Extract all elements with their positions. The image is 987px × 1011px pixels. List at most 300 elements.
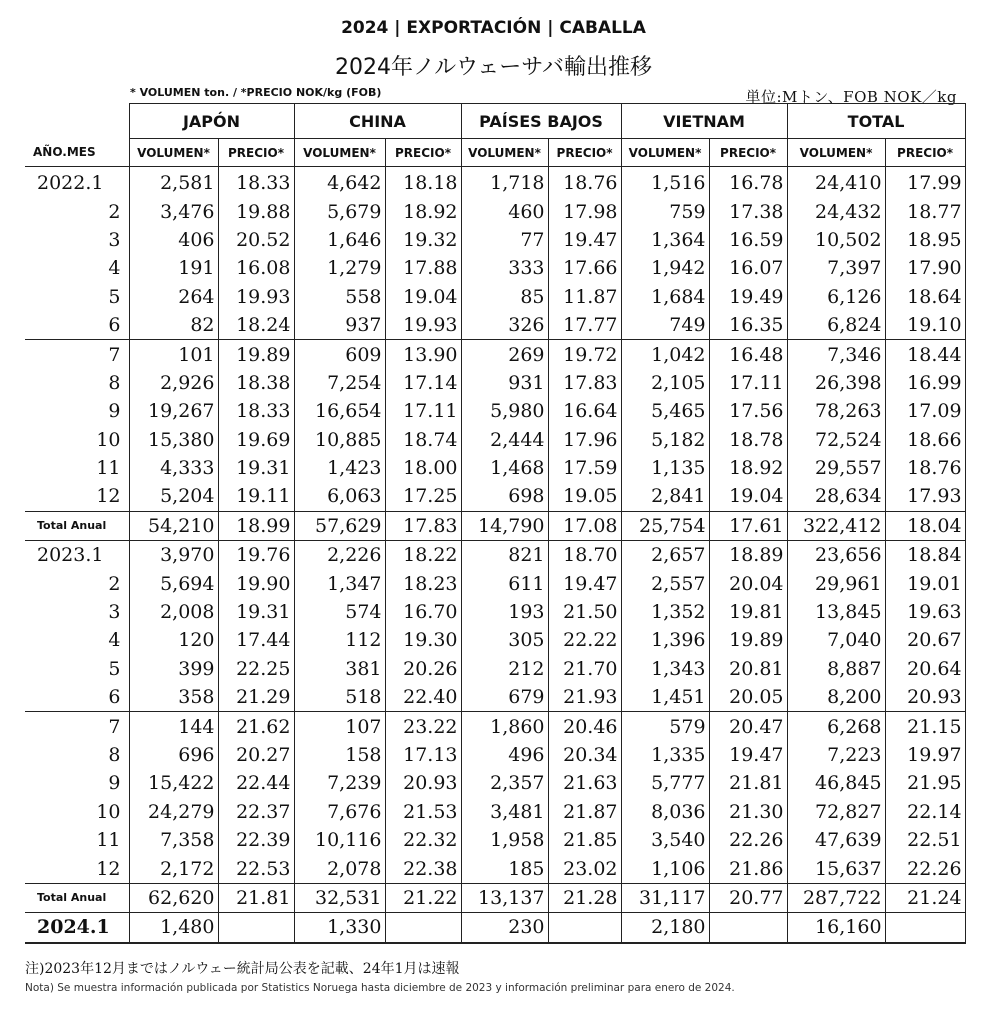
price-cell: 17.25: [385, 482, 461, 511]
table-row: [25, 254, 965, 282]
volume-header: VOLUMEN*: [787, 139, 885, 167]
price-cell: 19.89: [709, 626, 787, 654]
volume-cell: 5,204: [129, 482, 218, 511]
price-cell: 17.13: [385, 741, 461, 769]
table-row: [25, 482, 965, 511]
volume-cell: 7,676: [294, 798, 385, 826]
price-cell: 19.30: [385, 626, 461, 654]
row-label: 9: [25, 769, 129, 797]
price-cell: 18.95: [885, 226, 965, 254]
volume-cell: 6,126: [787, 283, 885, 311]
price-cell: 21.93: [548, 683, 621, 712]
volume-cell: 2,180: [621, 913, 709, 943]
price-cell: 21.85: [548, 826, 621, 854]
price-cell: 18.92: [385, 197, 461, 225]
price-cell: 19.01: [885, 569, 965, 597]
volume-cell: 7,239: [294, 769, 385, 797]
price-cell: 21.22: [385, 883, 461, 912]
volume-cell: 574: [294, 598, 385, 626]
table-row: [25, 226, 965, 254]
price-cell: 17.59: [548, 454, 621, 482]
volume-cell: 1,042: [621, 340, 709, 369]
volume-cell: 399: [129, 655, 218, 683]
volume-cell: 24,432: [787, 197, 885, 225]
volume-cell: 7,346: [787, 340, 885, 369]
volume-cell: 2,226: [294, 541, 385, 570]
volume-cell: 193: [461, 598, 548, 626]
period-column-header: AÑO.MES: [25, 139, 129, 167]
price-cell: 17.11: [385, 397, 461, 425]
volume-cell: 333: [461, 254, 548, 282]
volume-cell: 3,476: [129, 197, 218, 225]
row-label: 7: [25, 712, 129, 741]
price-cell: 17.09: [885, 397, 965, 425]
row-label: 12: [25, 482, 129, 511]
price-cell: 17.93: [885, 482, 965, 511]
price-cell: 20.93: [885, 683, 965, 712]
price-header: PRECIO*: [709, 139, 787, 167]
price-cell: 16.64: [548, 397, 621, 425]
price-cell: 19.32: [385, 226, 461, 254]
price-cell: 21.50: [548, 598, 621, 626]
price-cell: 22.14: [885, 798, 965, 826]
volume-cell: 1,468: [461, 454, 548, 482]
footnote-japanese: 注)2023年12月まではノルウェー統計局公表を記載、24年1月は速報: [25, 961, 460, 977]
table-row: [25, 626, 965, 654]
price-cell: 19.93: [385, 311, 461, 340]
volume-cell: 1,516: [621, 167, 709, 198]
price-cell: 20.04: [709, 569, 787, 597]
table-row: [25, 569, 965, 597]
price-cell: 17.98: [548, 197, 621, 225]
price-cell: 18.76: [548, 167, 621, 198]
price-cell: 19.90: [218, 569, 294, 597]
row-label: 4: [25, 254, 129, 282]
price-cell: 17.88: [385, 254, 461, 282]
volume-cell: 14,790: [461, 511, 548, 540]
row-label: 10: [25, 426, 129, 454]
price-cell: [709, 913, 787, 943]
volume-cell: 496: [461, 741, 548, 769]
table-row: [25, 598, 965, 626]
price-cell: 22.32: [385, 826, 461, 854]
volume-cell: 8,887: [787, 655, 885, 683]
price-cell: 21.53: [385, 798, 461, 826]
price-cell: 21.24: [885, 883, 965, 912]
volume-cell: 158: [294, 741, 385, 769]
volume-cell: 1,396: [621, 626, 709, 654]
price-cell: 21.81: [709, 769, 787, 797]
price-cell: 17.56: [709, 397, 787, 425]
volume-cell: 679: [461, 683, 548, 712]
price-cell: 18.66: [885, 426, 965, 454]
volume-cell: 15,380: [129, 426, 218, 454]
price-cell: 18.74: [385, 426, 461, 454]
volume-cell: 7,254: [294, 369, 385, 397]
volume-cell: 8,036: [621, 798, 709, 826]
volume-cell: 1,423: [294, 454, 385, 482]
volume-cell: 5,679: [294, 197, 385, 225]
volume-cell: 5,694: [129, 569, 218, 597]
volume-cell: 1,684: [621, 283, 709, 311]
price-cell: 18.77: [885, 197, 965, 225]
volume-cell: 611: [461, 569, 548, 597]
volume-cell: 2,444: [461, 426, 548, 454]
row-label: 6: [25, 311, 129, 340]
price-cell: 19.97: [885, 741, 965, 769]
footnote-spanish: Nota) Se muestra información publicada por Statistics Noruega hasta diciembre de 2023 y información preliminar para enero de 2024.: [25, 982, 735, 994]
table-row: [25, 167, 965, 198]
volume-cell: 5,182: [621, 426, 709, 454]
price-cell: 19.89: [218, 340, 294, 369]
price-cell: 16.70: [385, 598, 461, 626]
volume-cell: 19,267: [129, 397, 218, 425]
volume-cell: 2,008: [129, 598, 218, 626]
volume-cell: 287,722: [787, 883, 885, 912]
price-cell: 20.47: [709, 712, 787, 741]
price-cell: 19.10: [885, 311, 965, 340]
price-cell: 18.99: [218, 511, 294, 540]
row-label: 8: [25, 369, 129, 397]
volume-cell: 8,200: [787, 683, 885, 712]
volume-cell: 144: [129, 712, 218, 741]
volume-cell: 1,718: [461, 167, 548, 198]
price-cell: 21.95: [885, 769, 965, 797]
volume-cell: 358: [129, 683, 218, 712]
price-cell: 18.38: [218, 369, 294, 397]
price-cell: 20.05: [709, 683, 787, 712]
volume-cell: 5,980: [461, 397, 548, 425]
volume-cell: 696: [129, 741, 218, 769]
price-cell: 19.31: [218, 454, 294, 482]
price-cell: 17.83: [385, 511, 461, 540]
price-cell: 16.78: [709, 167, 787, 198]
price-cell: 18.04: [885, 511, 965, 540]
volume-cell: 7,358: [129, 826, 218, 854]
table-row: [25, 397, 965, 425]
volume-cell: 78,263: [787, 397, 885, 425]
page-title: 2024 | EXPORTACIÓN | CABALLA: [341, 18, 646, 38]
price-cell: 17.83: [548, 369, 621, 397]
price-cell: 20.26: [385, 655, 461, 683]
volume-cell: 326: [461, 311, 548, 340]
price-cell: 18.44: [885, 340, 965, 369]
price-cell: 16.48: [709, 340, 787, 369]
volume-cell: 558: [294, 283, 385, 311]
volume-cell: 2,357: [461, 769, 548, 797]
volume-cell: 460: [461, 197, 548, 225]
price-cell: 22.51: [885, 826, 965, 854]
price-cell: 17.44: [218, 626, 294, 654]
volume-cell: 1,343: [621, 655, 709, 683]
price-cell: 19.69: [218, 426, 294, 454]
volume-cell: 230: [461, 913, 548, 943]
price-cell: 18.76: [885, 454, 965, 482]
row-label: 4: [25, 626, 129, 654]
volume-cell: 107: [294, 712, 385, 741]
price-cell: 21.15: [885, 712, 965, 741]
table-row: [25, 712, 965, 741]
table-row: [25, 283, 965, 311]
volume-cell: 1,451: [621, 683, 709, 712]
row-label: 3: [25, 598, 129, 626]
price-cell: 20.64: [885, 655, 965, 683]
volume-cell: 1,106: [621, 854, 709, 883]
price-cell: 16.07: [709, 254, 787, 282]
volume-cell: 2,557: [621, 569, 709, 597]
header-blank-cell: [25, 104, 129, 139]
price-cell: 17.77: [548, 311, 621, 340]
volume-cell: 5,465: [621, 397, 709, 425]
volume-cell: 937: [294, 311, 385, 340]
price-cell: 21.63: [548, 769, 621, 797]
volume-cell: 32,531: [294, 883, 385, 912]
row-label: 8: [25, 741, 129, 769]
volume-cell: 2,078: [294, 854, 385, 883]
price-cell: 22.53: [218, 854, 294, 883]
price-cell: 20.27: [218, 741, 294, 769]
volume-cell: 7,397: [787, 254, 885, 282]
row-label: Total Anual: [25, 511, 129, 540]
price-cell: 18.23: [385, 569, 461, 597]
volume-cell: 7,040: [787, 626, 885, 654]
volume-cell: 54,210: [129, 511, 218, 540]
volume-cell: 1,942: [621, 254, 709, 282]
volume-cell: 1,958: [461, 826, 548, 854]
units-note: * VOLUMEN ton. / *PRECIO NOK/kg (FOB): [130, 86, 382, 99]
row-label: 5: [25, 655, 129, 683]
price-cell: 16.99: [885, 369, 965, 397]
price-cell: 21.29: [218, 683, 294, 712]
export-table: [25, 103, 966, 944]
price-cell: 19.04: [385, 283, 461, 311]
volume-cell: 2,657: [621, 541, 709, 570]
volume-cell: 23,656: [787, 541, 885, 570]
price-header: PRECIO*: [548, 139, 621, 167]
price-cell: 19.63: [885, 598, 965, 626]
row-label: 6: [25, 683, 129, 712]
volume-cell: 7,223: [787, 741, 885, 769]
row-label: 3: [25, 226, 129, 254]
row-label: 11: [25, 454, 129, 482]
volume-cell: 72,524: [787, 426, 885, 454]
volume-cell: 1,352: [621, 598, 709, 626]
price-cell: 17.90: [885, 254, 965, 282]
volume-cell: 191: [129, 254, 218, 282]
price-cell: 19.49: [709, 283, 787, 311]
volume-cell: 212: [461, 655, 548, 683]
price-cell: 21.28: [548, 883, 621, 912]
volume-cell: 2,841: [621, 482, 709, 511]
volume-header: VOLUMEN*: [621, 139, 709, 167]
price-cell: 20.34: [548, 741, 621, 769]
volume-cell: 29,557: [787, 454, 885, 482]
price-cell: 20.46: [548, 712, 621, 741]
volume-cell: 2,581: [129, 167, 218, 198]
volume-cell: 47,639: [787, 826, 885, 854]
price-cell: 18.33: [218, 397, 294, 425]
volume-cell: 57,629: [294, 511, 385, 540]
header-country: JAPÓN: [129, 104, 294, 139]
price-cell: 19.72: [548, 340, 621, 369]
table-row: [25, 655, 965, 683]
volume-cell: 25,754: [621, 511, 709, 540]
price-cell: 18.78: [709, 426, 787, 454]
table-row: [25, 511, 965, 540]
volume-cell: 821: [461, 541, 548, 570]
volume-header: VOLUMEN*: [294, 139, 385, 167]
price-cell: 18.64: [885, 283, 965, 311]
volume-cell: 2,172: [129, 854, 218, 883]
row-label: 7: [25, 340, 129, 369]
volume-cell: 185: [461, 854, 548, 883]
header-country: TOTAL: [787, 104, 965, 139]
volume-cell: 269: [461, 340, 548, 369]
volume-cell: 3,970: [129, 541, 218, 570]
volume-cell: 1,347: [294, 569, 385, 597]
volume-header: VOLUMEN*: [129, 139, 218, 167]
price-cell: 22.26: [885, 854, 965, 883]
price-cell: 21.87: [548, 798, 621, 826]
price-cell: 21.70: [548, 655, 621, 683]
volume-cell: 29,961: [787, 569, 885, 597]
row-label: 9: [25, 397, 129, 425]
volume-cell: 10,116: [294, 826, 385, 854]
header-country: PAÍSES BAJOS: [461, 104, 621, 139]
table-row: [25, 311, 965, 340]
volume-cell: 1,330: [294, 913, 385, 943]
price-cell: 18.18: [385, 167, 461, 198]
table-row: [25, 197, 965, 225]
price-cell: 13.90: [385, 340, 461, 369]
price-header: PRECIO*: [385, 139, 461, 167]
volume-cell: 16,160: [787, 913, 885, 943]
price-cell: 23.02: [548, 854, 621, 883]
price-cell: [885, 913, 965, 943]
table-row: [25, 883, 965, 912]
price-cell: 21.30: [709, 798, 787, 826]
row-label: 2024.1: [25, 913, 129, 943]
volume-cell: 28,634: [787, 482, 885, 511]
price-cell: 17.66: [548, 254, 621, 282]
price-cell: [218, 913, 294, 943]
volume-cell: 62,620: [129, 883, 218, 912]
price-cell: 16.08: [218, 254, 294, 282]
price-cell: 18.24: [218, 311, 294, 340]
price-cell: 17.11: [709, 369, 787, 397]
country-header-row: [25, 104, 965, 139]
price-cell: 19.81: [709, 598, 787, 626]
price-cell: 17.14: [385, 369, 461, 397]
volume-cell: 1,279: [294, 254, 385, 282]
table-row: [25, 741, 965, 769]
table-row: [25, 454, 965, 482]
volume-cell: 1,860: [461, 712, 548, 741]
price-cell: 19.76: [218, 541, 294, 570]
volume-cell: 6,824: [787, 311, 885, 340]
volume-cell: 112: [294, 626, 385, 654]
volume-cell: 77: [461, 226, 548, 254]
price-cell: 16.35: [709, 311, 787, 340]
price-cell: 19.05: [548, 482, 621, 511]
volume-cell: 72,827: [787, 798, 885, 826]
table-row: [25, 798, 965, 826]
price-cell: 19.47: [548, 226, 621, 254]
row-label: 2022.1: [25, 167, 129, 198]
volume-cell: 82: [129, 311, 218, 340]
price-cell: 19.93: [218, 283, 294, 311]
table-row: [25, 426, 965, 454]
price-cell: 22.22: [548, 626, 621, 654]
price-cell: 20.93: [385, 769, 461, 797]
volume-cell: 31,117: [621, 883, 709, 912]
row-label: 2023.1: [25, 541, 129, 570]
header-country: CHINA: [294, 104, 461, 139]
price-cell: 20.52: [218, 226, 294, 254]
table-row: [25, 683, 965, 712]
volume-cell: 579: [621, 712, 709, 741]
volume-cell: 10,502: [787, 226, 885, 254]
price-cell: 18.89: [709, 541, 787, 570]
volume-cell: 609: [294, 340, 385, 369]
price-cell: 23.22: [385, 712, 461, 741]
volume-cell: 4,333: [129, 454, 218, 482]
price-cell: 17.61: [709, 511, 787, 540]
price-cell: 18.92: [709, 454, 787, 482]
volume-cell: 931: [461, 369, 548, 397]
price-cell: 19.47: [709, 741, 787, 769]
volume-cell: 6,268: [787, 712, 885, 741]
volume-cell: 2,105: [621, 369, 709, 397]
row-label: 2: [25, 569, 129, 597]
row-label: 5: [25, 283, 129, 311]
volume-cell: 2,926: [129, 369, 218, 397]
volume-cell: 1,335: [621, 741, 709, 769]
table-row: [25, 913, 965, 943]
table-body: [25, 167, 965, 943]
volume-cell: 305: [461, 626, 548, 654]
table-row: [25, 340, 965, 369]
price-cell: [548, 913, 621, 943]
price-cell: 16.59: [709, 226, 787, 254]
price-cell: 17.38: [709, 197, 787, 225]
price-cell: 20.81: [709, 655, 787, 683]
price-cell: 19.04: [709, 482, 787, 511]
price-cell: 11.87: [548, 283, 621, 311]
volume-cell: 759: [621, 197, 709, 225]
table-row: [25, 769, 965, 797]
price-cell: 17.08: [548, 511, 621, 540]
volume-cell: 26,398: [787, 369, 885, 397]
price-cell: 22.26: [709, 826, 787, 854]
price-cell: 17.99: [885, 167, 965, 198]
volume-cell: 24,279: [129, 798, 218, 826]
volume-cell: 264: [129, 283, 218, 311]
volume-cell: 15,637: [787, 854, 885, 883]
price-cell: 17.96: [548, 426, 621, 454]
price-cell: 20.77: [709, 883, 787, 912]
volume-cell: 4,642: [294, 167, 385, 198]
price-cell: 18.22: [385, 541, 461, 570]
volume-cell: 1,646: [294, 226, 385, 254]
volume-cell: 13,845: [787, 598, 885, 626]
row-label: Total Anual: [25, 883, 129, 912]
table-row: [25, 826, 965, 854]
price-cell: 22.37: [218, 798, 294, 826]
volume-cell: 6,063: [294, 482, 385, 511]
volume-cell: 120: [129, 626, 218, 654]
volume-cell: 1,480: [129, 913, 218, 943]
